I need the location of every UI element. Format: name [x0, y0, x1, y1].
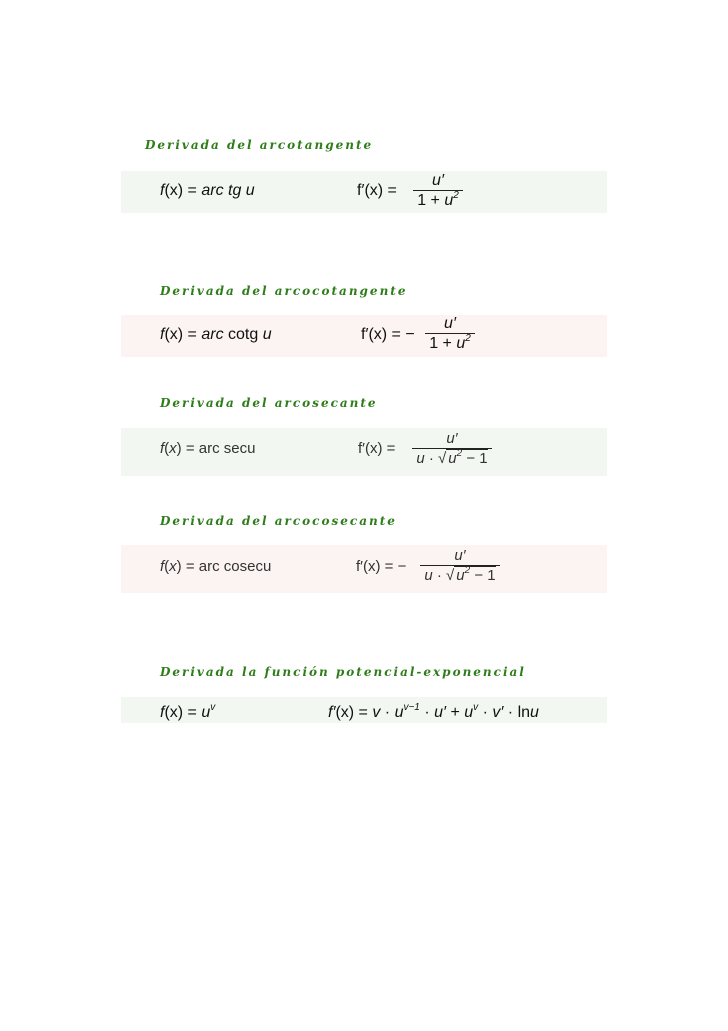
section-heading-arctangent: Derivada del arcotangente: [145, 138, 374, 152]
fraction-denominator: $1 + u^2$: [429, 333, 471, 352]
derivative-fraction-arccosecant: [420, 547, 500, 586]
derivative-lhs-arccosecant: f′(x) = −: [356, 558, 407, 575]
function-arccosecant: f(x) = arc cosecu: [160, 558, 272, 575]
derivative-lhs-arcsecant: f′(x) =: [358, 440, 396, 457]
derivative-fraction-arctangent: [413, 172, 463, 211]
section-heading-power-exponential: Derivada la función potencial-exponencial: [160, 665, 526, 679]
derivative-fraction-arcsecant: [412, 430, 492, 469]
derivative-fraction-arccotangent: [425, 315, 475, 354]
function-power-exponential: $f(x) = u^v$: [160, 702, 216, 721]
fraction-denominator: u · √ $u^2 - 1$: [416, 448, 488, 467]
function-arctangent: f(x) = arc tg u: [160, 182, 255, 199]
section-heading-arcsecant: Derivada del arcosecante: [160, 396, 378, 410]
fraction-numerator: u′: [444, 315, 456, 332]
fraction-numerator: u′: [446, 430, 458, 447]
fraction-denominator: u · √ $u^2 - 1$: [424, 565, 496, 584]
derivative-power-exponential: $f'(x) = v \cdot u^{v-1} \cdot u' + u^v \cdot v' \cdot \ln u$: [328, 702, 539, 721]
function-arcsecant: f(x) = arc secu: [160, 440, 256, 457]
derivative-lhs-arctangent: f′(x) =: [357, 182, 397, 199]
function-arccotangent: f(x) = arc cotg u: [160, 326, 272, 343]
derivative-lhs-arccotangent: f′(x) = −: [361, 326, 415, 343]
fraction-denominator: $1 + u^2$: [417, 190, 459, 209]
section-heading-arccotangent: Derivada del arcocotangente: [160, 284, 408, 298]
fraction-numerator: u′: [454, 547, 466, 564]
section-heading-arccosecant: Derivada del arcocosecante: [160, 514, 397, 528]
fraction-numerator: u′: [432, 172, 444, 189]
